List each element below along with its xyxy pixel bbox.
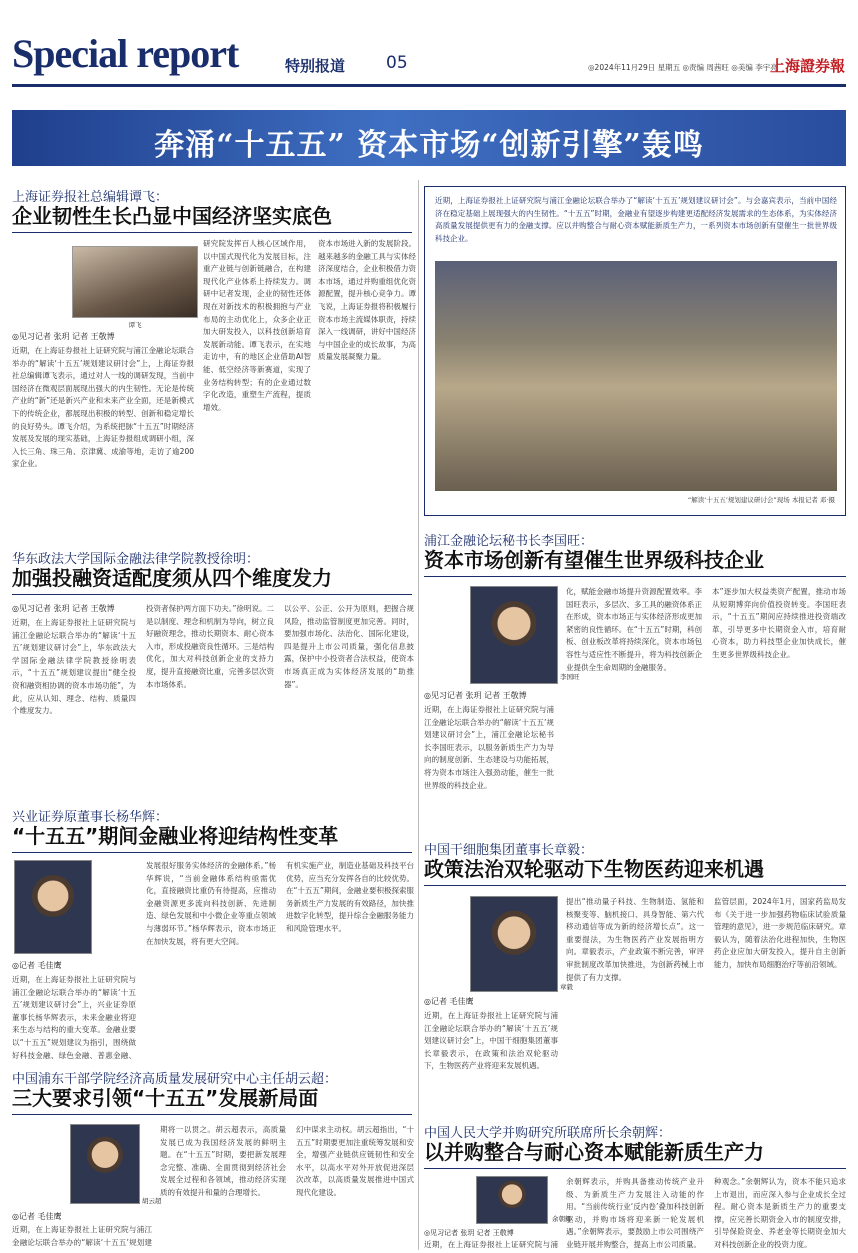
article7-headline: 以并购整合与耐心资本赋能新质生产力 bbox=[424, 1140, 764, 1164]
article4-portrait bbox=[70, 1124, 140, 1204]
article2-headline: 加强投融资适配度须从四个维度发力 bbox=[12, 566, 332, 590]
lead-box bbox=[424, 186, 846, 516]
article2-col1: 近期，在上海证券报社上证研究院与浦江金融论坛联合举办的“解读‘十五五’规划建议研讨会”上，华东政法大学国际金融法律学院教授徐明表示，“十五五”规划建议提出“健全投资和融资相协调的资本市场功能”，为此，应从认知、理念、结构、质量四个维度发力。 bbox=[12, 618, 136, 716]
conference-photo-caption: “解读‘十五五’规划建议研讨会”现场 本报记者 邓·摄 bbox=[687, 496, 835, 504]
article7-rule bbox=[424, 1168, 846, 1169]
article3-col3: 有机实施产业，制造业基础及科技平台优势，应当充分发挥各自的比较优势。在“十五五”期间，金融业要积极探索服务新质生产力发展的有效路径，加快推进数字化转型，提升综合金融服务能力和风险管理水平。 bbox=[286, 861, 414, 933]
article6-col2: 提出“推动量子科技、生物制造、氢能和核聚变等、脑机接口、具身智能、第六代移动通信等成为新的经济增长点”。这一重要提法，为生物医药产业发展指明方向。章毅表示，产业政策不断完善，审评审批制度改革加快推进，为创新药械上市提供了有力支撑。 bbox=[566, 897, 704, 982]
article2-kicker: 华东政法大学国际金融法律学院教授徐明： bbox=[12, 552, 260, 567]
article7-portrait bbox=[476, 1176, 548, 1224]
brand-title: Special report bbox=[12, 31, 239, 76]
article7-photo-caption: 余朝辉 bbox=[552, 1215, 572, 1223]
article7-col3: 种观念。”余朝辉认为，资本不能只追求上市退出，而应深入参与企业成长全过程。耐心资本是新质生产力的重要支撑，应完善长期资金入市的制度安排，引导保险资金、养老金等长期资金加大对科技创新企业的投资力度。 bbox=[714, 1177, 846, 1249]
article2-col2: 投资者保护两方面下功夫。”徐明说。二是以制度、理念和机制为导向，树立良好融资理念，推动长期资本、耐心资本入市，形成投融资良性循环。三是结构优化，加大对科技创新企业的支持力度，提升直接融资比重，完善多层次资本市场体系。 bbox=[146, 604, 274, 689]
article7-byline: ◎见习记者 张玥 记者 王敬博 bbox=[424, 1229, 514, 1237]
article1-col2: 研究院发挥百人核心区域作用，以中国式现代化为发展目标，注重产业链与创新链融合，在构建现代化产业体系上持续发力。调研中记者发现，企业的韧性还体现在对新技术的积极拥抱与产业布局的主动优化上，众多企业正加大研发投入，以科技创新培育发展新动能。谭飞表示，在实地走访中，有的地区企业借助AI智能、低空经济等新赛道，实现了业务结构转型；有的企业通过数字化改造，重塑生产流程，提质增效。 bbox=[203, 239, 311, 412]
article4-col3: 幻中谋求主动权。胡云超指出，“十五五”时期要更加注重统筹发展和安全，增强产业链供应链韧性和安全水平，以高水平对外开放促进深层次改革，以高质量发展推进中国式现代化建设。 bbox=[296, 1125, 414, 1197]
conference-photo bbox=[435, 261, 837, 491]
article7-kicker: 中国人民大学并购研究所联席所长余朝辉： bbox=[424, 1126, 672, 1141]
page-banner bbox=[12, 110, 846, 166]
article5-col1: 近期，在上海证券报社上证研究院与浦江金融论坛联合举办的“解读‘十五五’规划建议研讨会”上，浦江金融论坛秘书长李国旺表示，以服务新质生产力为导向的制度创新、生态建设与功能拓展，将为资本市场注入强劲动能，催生一批世界级的科技企业。 bbox=[424, 705, 554, 790]
article5-headline: 资本市场创新有望催生世界级科技企业 bbox=[424, 548, 764, 572]
article7-col1: 近期，在上海证券报社上证研究院与浦 bbox=[424, 1240, 558, 1249]
article6-rule bbox=[424, 885, 846, 886]
article2-col3: 以公平、公正、公开为原则，把握合规风险，推动监管制度更加完善。同时，要加强市场化、法治化、国际化建设，四是提升上市公司质量，强化信息披露，保护中小投资者合法权益，使资本市场真正成为实体经济发展的“助推器”。 bbox=[284, 604, 414, 689]
newspaper-logo: 上海證券報 bbox=[770, 57, 846, 75]
article5-col2: 化，赋能金融市场提升资源配置效率。李国旺表示，多层次、多工具的融资体系正在形成，资本市场正与实体经济形成更加紧密的良性循环。在“十五五”时期，科创板、创业板改革将持续深化，资本市场包容性与适应性不断提升，将为科技创新企业提供全生命周期的金融服务。 bbox=[566, 587, 702, 672]
article4-col1: 近期，在上海证券报社上证研究院与浦江金融论坛联合举办的“解读‘十五五’规划建 bbox=[12, 1225, 152, 1247]
article4-kicker: 中国浦东干部学院经济高质量发展研究中心主任胡云超： bbox=[12, 1072, 338, 1087]
article4-headline: 三大要求引领“十五五”发展新局面 bbox=[12, 1086, 319, 1110]
article1-photo bbox=[72, 246, 198, 329]
article5-portrait bbox=[470, 586, 558, 684]
article1-photo-caption: 谭飞 bbox=[128, 321, 142, 329]
banner-title: 奔涌“十五五” 资本市场“创新引擎”轰鸣 bbox=[154, 128, 704, 163]
article6-col3: 监管层面，2024年1月，国家药监局发布《关于进一步加强药物临床试验质量管理的意见》，进一步规范临床研究。章毅认为，随着法治化进程加快，生物医药企业应加大研发投入，提升自主创新能力，加快布局细胞治疗等前沿领域。 bbox=[714, 897, 846, 969]
article3-headline: “十五五”期间金融业将迎结构性变革 bbox=[12, 824, 339, 848]
article5-photo-caption: 李国旺 bbox=[560, 673, 580, 681]
article3-byline: ◎记者 毛佳鹰 bbox=[12, 961, 62, 970]
article6-byline: ◎记者 毛佳鹰 bbox=[424, 997, 474, 1006]
article6-col1: 近期，在上海证券报社上证研究院与浦江金融论坛联合举办的“解读‘十五五’规划建议研讨会”上，中国干细胞集团董事长章毅表示，在政策和法治双轮驱动下，生物医药产业将迎来发展机遇。 bbox=[424, 1011, 558, 1071]
article1-kicker: 上海证券报社总编辑谭飞： bbox=[12, 190, 169, 205]
header-rule bbox=[12, 84, 846, 87]
article6-kicker: 中国干细胞集团董事长章毅： bbox=[424, 843, 594, 858]
article1-col3: 资本市场进入新的发展阶段。越来越多的金融工具与实体经济深度结合，企业积极借力资本市场，通过并购重组优化资源配置，提升核心竞争力。谭飞说，上海证券报将积极履行资本市场主流媒体职责，持续深入一线调研，讲好中国经济与中国企业的成长故事，为高质量发展凝聚力量。 bbox=[318, 239, 416, 362]
article3-kicker: 兴业证券原董事长杨华辉： bbox=[12, 810, 169, 825]
article2-byline: ◎见习记者 张玥 记者 王敬博 bbox=[12, 604, 115, 613]
issue-meta: ◎2024年11月29日 星期五 ◎责编 周茜旺 ◎美编 李宇亮 bbox=[588, 63, 778, 72]
article5-kicker: 浦江金融论坛秘书长李国旺： bbox=[424, 534, 594, 549]
article6-photo-caption: 章毅 bbox=[560, 983, 573, 991]
article7-col2: 余朝辉表示，并购具备推动传统产业升级、为新质生产力发展注入动能的作用。“当前传统行业‘反内卷’叠加科技创新驱动，并购市场将迎来新一轮发展机遇。”余朝辉表示，要鼓励上市公司围绕产业链开展并购整合，提高上市公司质量。 bbox=[566, 1177, 704, 1249]
article1-rule bbox=[12, 232, 412, 233]
article3-col2: 发展很好服务实体经济的金融体系。”杨华辉说，“当前金融体系结构亟需优化，直接融资比重仍有待提高，应推动金融资源更多流向科技创新、先进制造、绿色发展和中小微企业等重点领域与薄弱环节。”杨华辉表示，资本市场正在加快发展，将有更大空间。 bbox=[146, 861, 276, 946]
article1-headline: 企业韧性生长凸显中国经济坚实底色 bbox=[12, 204, 332, 228]
article4-col2: 期将一以贯之。胡云超表示，高质量发展已成为我国经济发展的鲜明主题。在“十五五”时期，要把新发展理念完整、准确、全面贯彻到经济社会发展全过程和各领域，推动经济实现质的有效提升和量的合理增长。 bbox=[160, 1125, 286, 1197]
column-separator bbox=[418, 180, 419, 1250]
section-name: 特别报道 bbox=[285, 57, 346, 75]
article4-byline: ◎记者 毛佳鹰 bbox=[12, 1212, 62, 1221]
article6-portrait bbox=[470, 896, 558, 992]
page-number: 05 bbox=[386, 53, 408, 73]
lead-text: 近期，上海证券报社上证研究院与浦江金融论坛联合举办了“解读‘十五五’规划建议研讨会”。与会嘉宾表示，当前中国经济在稳定基础上展现强大的内生韧性。“十五五”时期，金融业有望逐步构建更适配经济发展需求的生态体系，为实体经济高质量发展提供更有力的金融支撑。应以并购整合与耐心资本赋能新质生产力，一系列资本市场创新有望催生一批世界级科技企业。 bbox=[435, 196, 837, 243]
article5-byline: ◎见习记者 张玥 记者 王敬博 bbox=[424, 691, 527, 700]
article3-portrait bbox=[14, 860, 92, 954]
article4-photo-caption: 胡云超 bbox=[142, 1197, 162, 1205]
article5-col3: 本”逐步加大权益类资产配置，推动市场从短期博弈向价值投资转变。李国旺表示，“十五五”期间应持续推进投资端改革，引导更多中长期资金入市，培育耐心资本，助力科技型企业加快成长，催生更多世界级科技企业。 bbox=[712, 587, 846, 659]
article2-rule bbox=[12, 594, 412, 595]
article6-headline: 政策法治双轮驱动下生物医药迎来机遇 bbox=[424, 857, 764, 881]
article4-rule bbox=[12, 1114, 412, 1115]
article5-rule bbox=[424, 576, 846, 577]
article3-col1: 近期，在上海证券报社上证研究院与浦江金融论坛联合举办的“解读‘十五五’规划建议研讨会”上，兴业证券原董事长杨华辉表示，未来金融业将迎来生态与结构的重大变革。金融业要以“十五五”规划建议为指引，围绕做好科技金融、绿色金融、普惠金融、 bbox=[12, 975, 136, 1060]
article1-col1: 近期，在上海证券报社上证研究院与浦江金融论坛联合举办的“解读‘十五五’规划建议研讨会”上，上海证券报社总编辑谭飞表示，通过对人一线的调研发现，当前中国经济在微观层面展现出强大的内生韧性。无论是传统产业的“新”还是新兴产业和未来产业全面，还是新模式下的传统企业，都展现出积极的转型、创新和稳定增长的良好势头。谭飞介绍，为系统把脉“十五五”时期经济发展及发展的现实基础，上海证券报组成调研小组，深入长三角、珠三角、京津冀、成渝等地，走访了逾200家企业。 bbox=[12, 346, 194, 469]
article3-rule bbox=[12, 852, 412, 853]
article1-byline: ◎见习记者 张玥 记者 王敬博 bbox=[12, 332, 115, 341]
